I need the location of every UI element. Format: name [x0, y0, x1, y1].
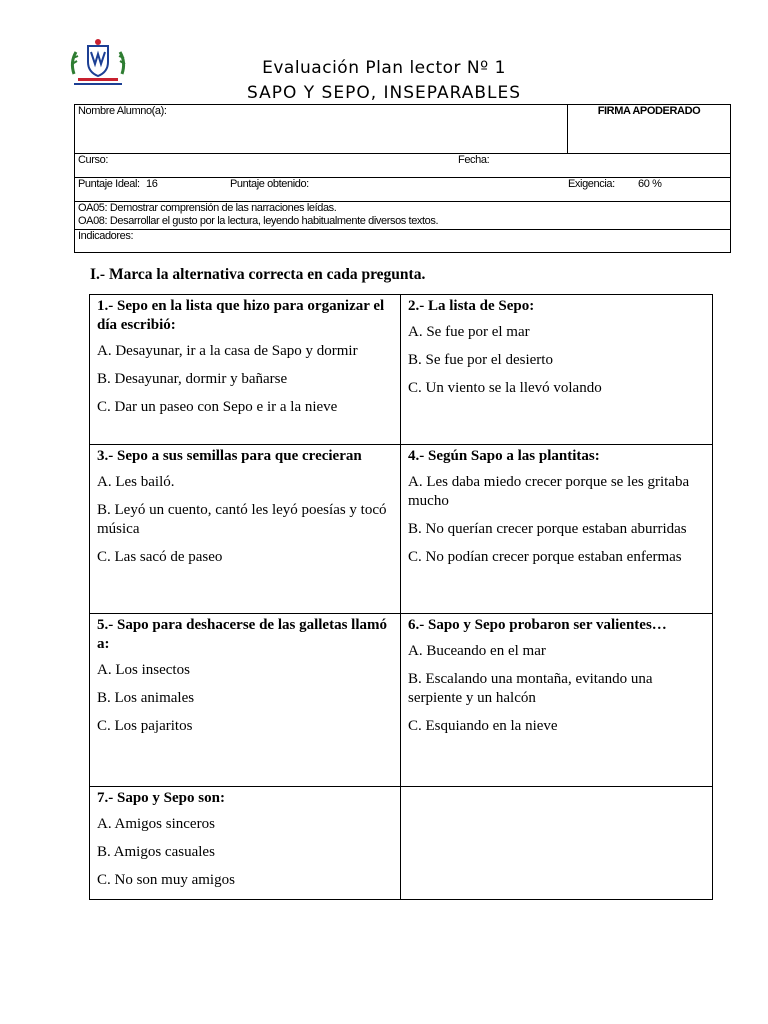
requirement-label: Exigencia:	[568, 178, 615, 190]
question-cell-1	[90, 295, 401, 445]
option-1b[interactable]: B. Desayunar, dormir y bañarse	[97, 371, 288, 387]
date-label: Fecha:	[458, 154, 490, 166]
document-title: Evaluación Plan lector Nº 1	[262, 58, 506, 78]
option-6a[interactable]: A. Buceando en el mar	[408, 643, 546, 659]
signature-label: FIRMA APODERADO	[597, 105, 701, 117]
option-2b[interactable]: B. Se fue por el desierto	[408, 352, 553, 368]
student-name-label: Nombre Alumno(a):	[78, 105, 167, 117]
course-date-row[interactable]	[75, 154, 731, 178]
option-5a[interactable]: A. Los insectos	[97, 662, 190, 678]
option-4a[interactable]: A. Les daba miedo crecer porque se les gritaba mucho	[408, 474, 690, 509]
empty-cell	[401, 787, 713, 900]
question-text-4: 4.- Según Sapo a las plantitas:	[408, 448, 600, 464]
objectives-cell	[75, 202, 731, 230]
question-text-6: 6.- Sapo y Sepo probaron ser valientes…	[408, 617, 667, 633]
document-subtitle: SAPO Y SEPO, INSEPARABLES	[246, 83, 521, 103]
score-row	[75, 178, 731, 202]
indicators-label: Indicadores:	[78, 230, 134, 242]
option-7b[interactable]: B. Amigos casuales	[97, 844, 215, 860]
option-3a[interactable]: A. Les bailó.	[97, 474, 175, 490]
section-instruction: I.- Marca la alternativa correcta en cada pregunta.	[90, 266, 426, 283]
objective-oa08: OA08: Desarrollar el gusto por la lectura, leyendo habitualmente diversos textos.	[78, 215, 439, 227]
option-5b[interactable]: B. Los animales	[97, 690, 195, 706]
ideal-score-value: 16	[146, 178, 158, 190]
questions-table	[89, 294, 713, 900]
guardian-signature-cell[interactable]	[568, 105, 731, 154]
requirement-value: 60 %	[638, 178, 662, 190]
option-5c[interactable]: C. Los pajaritos	[97, 718, 193, 734]
question-text-3: 3.- Sepo a sus semillas para que crecieran	[97, 448, 362, 464]
option-1a[interactable]: A. Desayunar, ir a la casa de Sapo y dormir	[97, 343, 358, 359]
question-text-7: 7.- Sapo y Sepo son:	[97, 790, 225, 806]
question-text-2: 2.- La lista de Sepo:	[408, 298, 535, 314]
ideal-score-label: Puntaje Ideal:	[78, 178, 140, 190]
option-6c[interactable]: C. Esquiando en la nieve	[408, 718, 558, 734]
option-3b[interactable]: B. Leyó un cuento, cantó les leyó poesías y tocó música	[97, 502, 387, 537]
student-name-cell[interactable]	[75, 105, 568, 154]
question-cell-7	[90, 787, 401, 900]
obtained-score-label: Puntaje obtenido:	[230, 178, 309, 190]
question-text-1: 1.- Sepo en la lista que hizo para organizar el día escribió:	[97, 298, 385, 333]
option-2c[interactable]: C. Un viento se la llevó volando	[408, 380, 602, 396]
student-info-table	[74, 104, 731, 253]
option-1c[interactable]: C. Dar un paseo con Sepo e ir a la nieve	[97, 399, 338, 415]
question-cell-2	[401, 295, 713, 445]
course-label: Curso:	[78, 154, 108, 166]
option-3c[interactable]: C. Las sacó de paseo	[97, 549, 223, 565]
question-cell-4	[401, 445, 713, 614]
option-7c[interactable]: C. No son muy amigos	[97, 872, 235, 888]
objective-oa05: OA05: Demostrar comprensión de las narraciones leídas.	[78, 202, 337, 214]
option-4b[interactable]: B. No querían crecer porque estaban aburridas	[408, 521, 687, 537]
question-cell-3	[90, 445, 401, 614]
indicators-cell	[75, 230, 731, 253]
option-4c[interactable]: C. No podían crecer porque estaban enfermas	[408, 549, 682, 565]
question-text-5: 5.- Sapo para deshacerse de las galletas llamó a:	[97, 617, 387, 652]
question-cell-6	[401, 614, 713, 787]
option-2a[interactable]: A. Se fue por el mar	[408, 324, 530, 340]
option-7a[interactable]: A. Amigos sinceros	[97, 816, 215, 832]
option-6b[interactable]: B. Escalando una montaña, evitando una serpiente y un halcón	[408, 671, 653, 706]
question-cell-5	[90, 614, 401, 787]
